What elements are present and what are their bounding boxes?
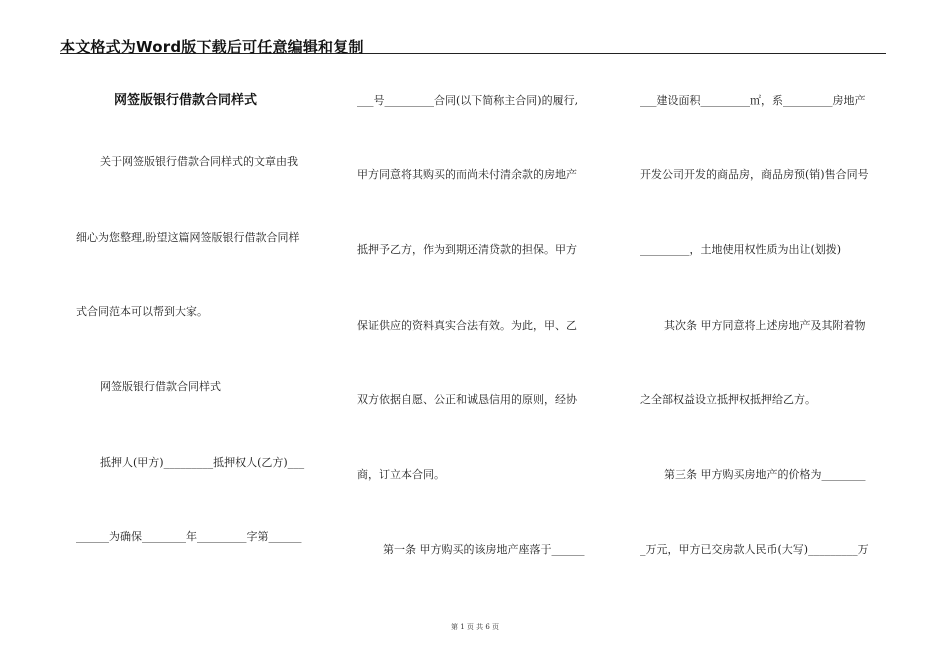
- paragraph-line: _________，土地使用权性质为出让(划拨): [640, 243, 842, 256]
- paragraph-line: 开发公司开发的商品房，商品房预(销)售合同号: [640, 168, 869, 181]
- paragraph-line: 双方依据自愿、公正和诚恳信用的原则，经协: [357, 393, 577, 406]
- article-heading-line: 第三条 甲方购买房地产的价格为________: [664, 468, 866, 481]
- paragraph-line: 之全部权益设立抵押权抵押给乙方。: [640, 393, 816, 406]
- article-heading-line: 第一条 甲方购买的该房地产座落于______: [383, 543, 585, 556]
- text-column-2: [355, 0, 595, 620]
- paragraph-line: 保证供应的资料真实合法有效。为此，甲、乙: [357, 319, 577, 332]
- document-title: 网签版银行借款合同样式: [114, 93, 258, 108]
- paragraph-line: ______为确保________年_________字第______: [76, 530, 302, 543]
- text-column-3: [640, 0, 880, 620]
- paragraph-line: 关于网签版银行借款合同样式的文章由我: [100, 155, 298, 168]
- paragraph-line: 抵押予乙方，作为到期还清贷款的担保。甲方: [357, 243, 577, 256]
- paragraph-line: 商，订立本合同。: [357, 468, 445, 481]
- paragraph-line: ___号_________合同(以下简称主合同)的履行,: [357, 94, 579, 107]
- document-header-banner: 本文格式为Word版下载后可任意编辑和复制: [60, 38, 364, 56]
- page-number-footer: 第 1 页 共 6 页: [450, 623, 500, 631]
- section-heading: 网签版银行借款合同样式: [100, 380, 221, 393]
- paragraph-line: 式合同范本可以帮到大家。: [76, 305, 208, 318]
- article-heading-line: 其次条 甲方同意将上述房地产及其附着物: [664, 319, 866, 332]
- text-column-1: [70, 0, 310, 620]
- paragraph-line: 抵押人(甲方)_________抵押权人(乙方)___: [100, 456, 305, 469]
- paragraph-line: 细心为您整理,盼望这篇网签版银行借款合同样: [76, 231, 300, 244]
- paragraph-line: _万元，甲方已交房款人民币(大写)_________万: [640, 543, 869, 556]
- paragraph-line: ___建设面积_________㎡，系_________房地产: [640, 94, 866, 107]
- paragraph-line: 甲方同意将其购买的而尚未付清余款的房地产: [357, 168, 577, 181]
